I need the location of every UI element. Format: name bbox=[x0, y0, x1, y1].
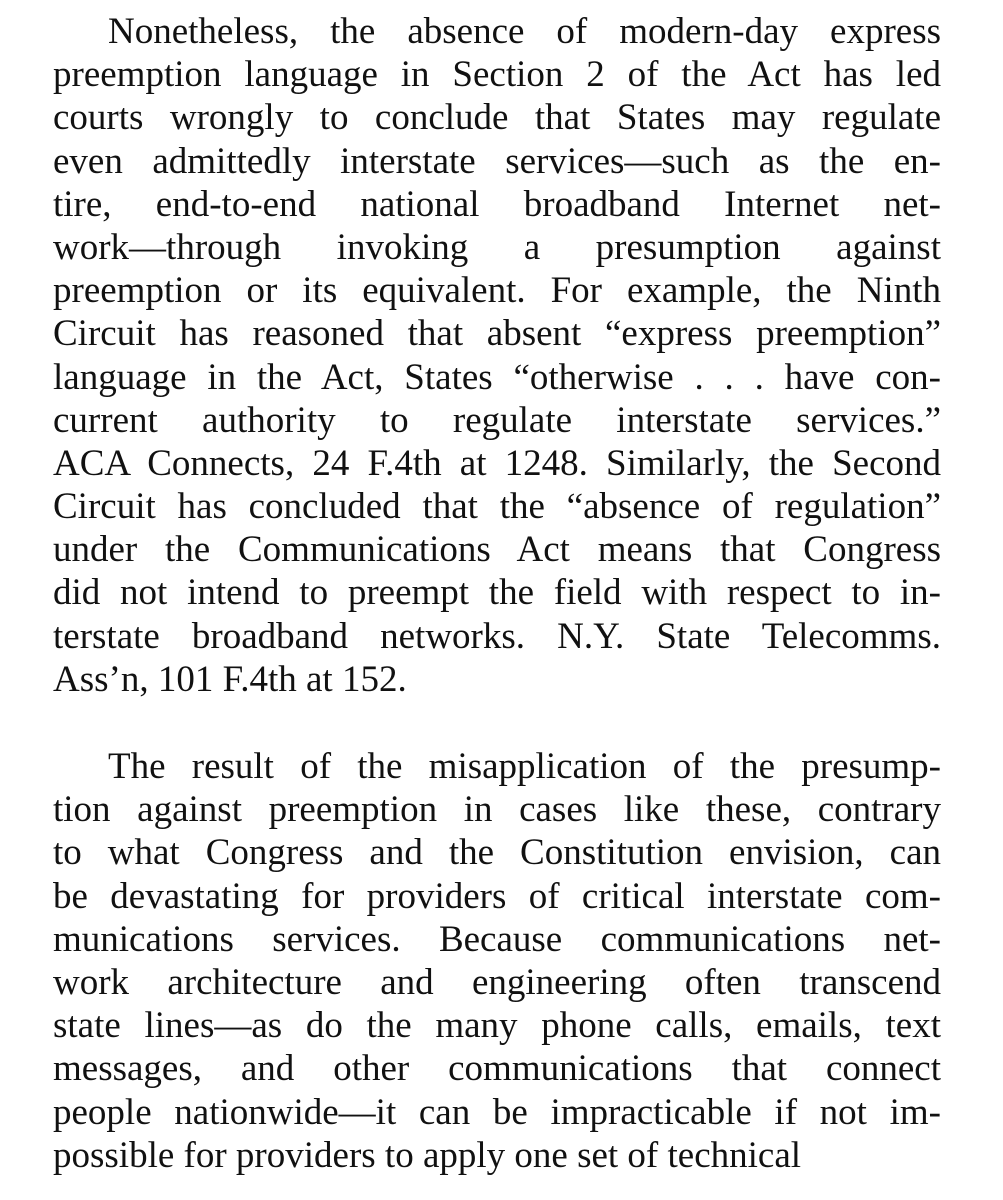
text-run: terstate broadband networks. bbox=[53, 615, 558, 657]
text-line bbox=[53, 1134, 941, 1177]
text-run: state lines—as do the many phone calls, emails, text bbox=[53, 1005, 941, 1047]
text-run: Circuit has concluded that the “ bbox=[53, 486, 584, 528]
text-run: under the Communications Act means that Congress bbox=[53, 529, 941, 571]
text-line bbox=[53, 788, 941, 831]
text-line bbox=[53, 961, 941, 1004]
text-run: munications services. Because communications net- bbox=[53, 918, 941, 960]
text-run: be devastating for providers of critical interstate com- bbox=[53, 875, 941, 917]
text-run: , 24 F.4th at 1248. Similarly, the Second bbox=[284, 442, 942, 484]
text-run: tion against preemption in cases like these, contrary bbox=[53, 789, 941, 831]
citation-italic: absence bbox=[583, 486, 701, 528]
text-line bbox=[53, 226, 941, 269]
text-run: of regulation” bbox=[700, 486, 941, 528]
text-run: tire, end-to-end national broadband Internet net- bbox=[53, 183, 941, 225]
text-line bbox=[53, 269, 941, 312]
citation-italic: N.Y. State Telecomms. bbox=[557, 615, 941, 657]
text-line bbox=[53, 831, 941, 874]
text-run: to what Congress and the Constitution envision, can bbox=[53, 832, 941, 874]
text-run: preemption or its equivalent. For example, the Ninth bbox=[53, 270, 941, 312]
text-line bbox=[53, 1004, 941, 1047]
paragraph bbox=[53, 10, 941, 701]
citation-italic: Ass’n bbox=[53, 658, 140, 700]
text-run: , 101 F.4th at 152. bbox=[139, 658, 407, 700]
text-line bbox=[53, 140, 941, 183]
text-line bbox=[53, 875, 941, 918]
text-run: courts wrongly to conclude that States may regulate bbox=[53, 97, 941, 139]
text-run: possible for providers to apply one set of technical bbox=[53, 1134, 802, 1176]
text-run: did not intend to preempt the field with respect to in- bbox=[53, 572, 941, 614]
paragraph-spacer bbox=[53, 701, 941, 745]
paragraph bbox=[53, 745, 941, 1177]
text-line bbox=[53, 356, 941, 399]
text-line bbox=[53, 53, 941, 96]
text-run: work—through invoking a presumption against bbox=[53, 226, 941, 268]
text-run: preemption language in Section 2 of the Act has led bbox=[53, 54, 941, 96]
text-run: people nationwide—it can be impracticable if not im- bbox=[53, 1091, 941, 1133]
text-line bbox=[53, 658, 941, 701]
text-run: messages, and other communications that connect bbox=[53, 1048, 941, 1090]
text-line bbox=[53, 528, 941, 571]
text-run: language in the Act, States “otherwise . . . have con- bbox=[53, 356, 941, 398]
text-line bbox=[53, 1091, 941, 1134]
citation-italic: ACA Connects bbox=[53, 442, 285, 484]
text-run: Circuit has reasoned that absent “express preemption” bbox=[53, 313, 941, 355]
text-line bbox=[53, 571, 941, 614]
text-line bbox=[53, 442, 941, 485]
text-line bbox=[53, 96, 941, 139]
text-line bbox=[53, 918, 941, 961]
text-line bbox=[53, 312, 941, 355]
text-line bbox=[53, 10, 941, 53]
text-line bbox=[53, 485, 941, 528]
text-run: The result of the misapplication of the presump- bbox=[108, 746, 941, 787]
text-line bbox=[53, 615, 941, 658]
text-line bbox=[53, 183, 941, 226]
text-run: work architecture and engineering often transcend bbox=[53, 961, 941, 1003]
text-line bbox=[53, 745, 941, 788]
document-page bbox=[53, 10, 941, 1177]
text-run: Nonetheless, the absence of modern-day express bbox=[108, 11, 941, 52]
text-run: current authority to regulate interstate services.” bbox=[53, 399, 941, 441]
text-run: even admittedly interstate services—such as the en- bbox=[53, 140, 941, 182]
text-line bbox=[53, 399, 941, 442]
text-line bbox=[53, 1047, 941, 1090]
